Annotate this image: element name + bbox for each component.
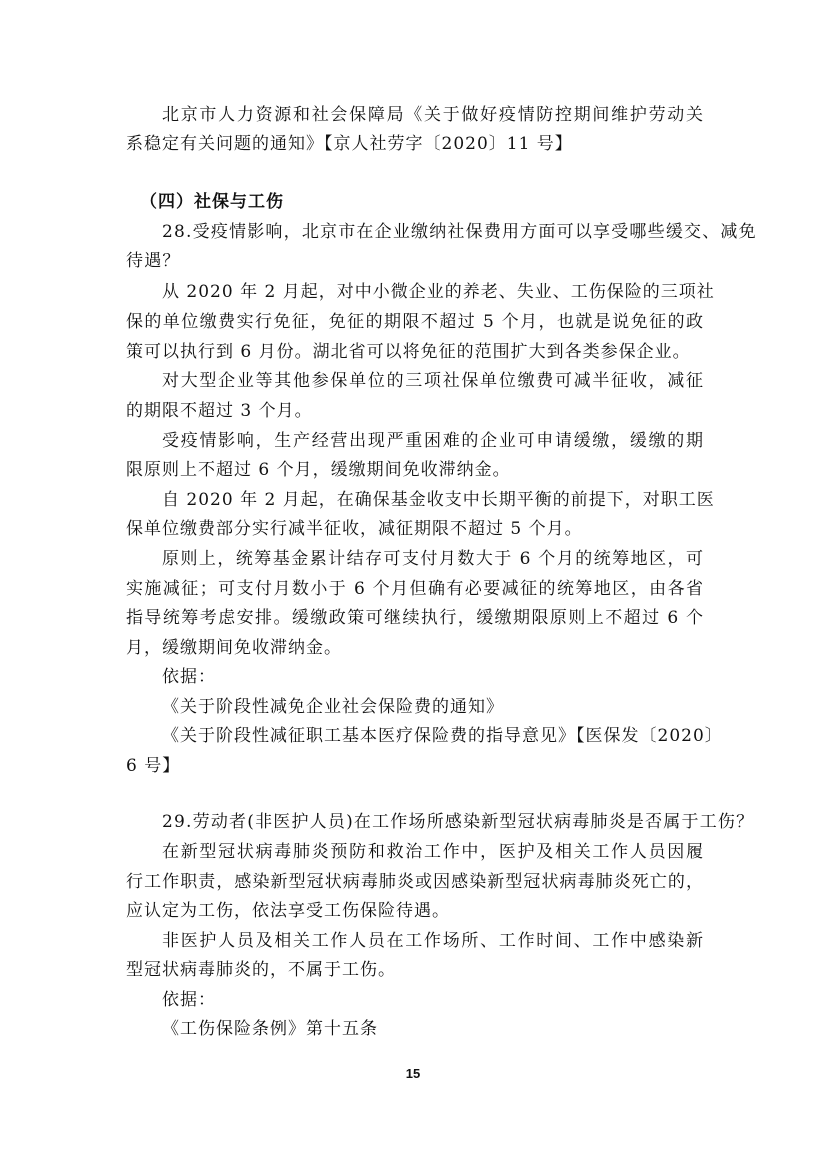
paragraph-line: 受疫情影响，生产经营出现严重困难的企业可申请缓缴，缓缴的期: [162, 431, 704, 451]
question-28: 28.受疫情影响，北京市在企业缴纳社保费用方面可以享受哪些缓交、减免: [162, 222, 757, 242]
paragraph-line: 策可以执行到 6 月份。湖北省可以将免征的范围扩大到各类参保企业。: [126, 342, 691, 362]
page-number: 15: [405, 1066, 421, 1081]
question-28-cont: 待遇？: [126, 251, 181, 271]
paragraph-line: 指导统筹考虑安排。缓缴政策可继续执行，缓缴期限原则上不超过 6 个: [126, 608, 704, 628]
paragraph-line: 应认定为工伤，依法享受工伤保险待遇。: [126, 901, 450, 921]
basis-label: 依据：: [162, 667, 216, 687]
paragraph-line: 从 2020 年 2 月起，对中小微企业的养老、失业、工伤保险的三项社: [162, 282, 715, 302]
basis-citation: 《工伤保险条例》第十五条: [162, 1019, 378, 1039]
paragraph-line: 自 2020 年 2 月起，在确保基金收支中长期平衡的前提下，对职工医: [162, 490, 715, 510]
paragraph-line: 月，缓缴期间免收滞纳金。: [126, 638, 342, 658]
basis-citation-cont: 6 号】: [126, 756, 181, 776]
question-29: 29.劳动者(非医护人员)在工作场所感染新型冠状病毒肺炎是否属于工伤？: [162, 812, 755, 832]
paragraph-line: 系稳定有关问题的通知》【京人社劳字〔2020〕11 号】: [126, 134, 573, 154]
paragraph-line: 保单位缴费部分实行减半征收，减征期限不超过 5 个月。: [126, 519, 583, 539]
paragraph-line: 在新型冠状病毒肺炎预防和救治工作中，医护及相关工作人员因履: [162, 842, 704, 862]
paragraph-line: 的期限不超过 3 个月。: [126, 401, 313, 421]
basis-label: 依据：: [162, 990, 216, 1010]
basis-citation: 《关于阶段性减免企业社会保险费的通知》: [162, 697, 504, 717]
paragraph-line: 北京市人力资源和社会保障局《关于做好疫情防控期间维护劳动关: [162, 105, 704, 125]
paragraph-line: 保的单位缴费实行免征，免征的期限不超过 5 个月，也就是说免征的政: [126, 312, 704, 332]
paragraph-line: 非医护人员及相关工作人员在工作场所、工作时间、工作中感染新: [162, 931, 704, 951]
paragraph-line: 实施减征；可支付月数小于 6 个月但确有必要减征的统筹地区，由各省: [126, 579, 704, 599]
paragraph-line: 型冠状病毒肺炎的，不属于工伤。: [126, 960, 396, 980]
basis-citation: 《关于阶段性减征职工基本医疗保险费的指导意见》【医保发〔2020〕: [162, 726, 723, 746]
section-heading: （四）社保与工伤: [140, 192, 284, 212]
paragraph-line: 限原则上不超过 6 个月，缓缴期间免收滞纳金。: [126, 460, 511, 480]
paragraph-line: 行工作职责，感染新型冠状病毒肺炎或因感染新型冠状病毒肺炎死亡的，: [126, 872, 704, 892]
paragraph-line: 原则上，统筹基金累计结存可支付月数大于 6 个月的统筹地区，可: [162, 549, 704, 569]
paragraph-line: 对大型企业等其他参保单位的三项社保单位缴费可减半征收，减征: [162, 371, 704, 391]
